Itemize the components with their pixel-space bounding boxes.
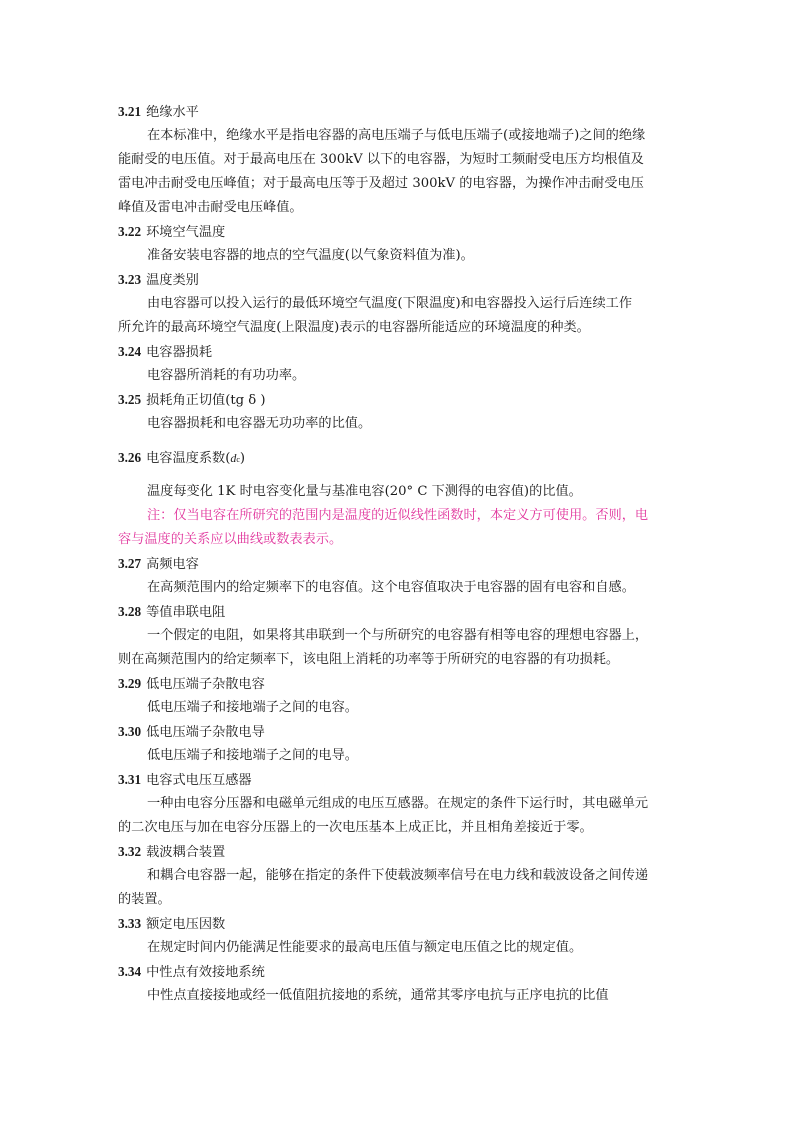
symbol-subscript: c <box>236 455 240 464</box>
title-prefix: 电容温度系数( <box>146 451 231 466</box>
definition-line: 准备安装电容器的地点的空气温度(以气象资料值为准)。 <box>147 248 474 263</box>
section-number: 3.30 <box>118 724 142 739</box>
definition-line: 所允许的最高环境空气温度(上限温度)表示的电容器所能适应的环境温度的种类。 <box>118 320 590 335</box>
section-title <box>146 451 245 466</box>
document-content <box>118 100 678 1008</box>
section-title: 等值串联电阻 <box>146 605 226 620</box>
section-title: 高频电容 <box>146 557 199 572</box>
section-3-32 <box>118 840 678 912</box>
section-number: 3.26 <box>118 450 142 465</box>
section-title: 低电压端子杂散电容 <box>146 677 265 692</box>
definition-line: 温度每变化 1K 时电容变化量与基准电容(20° C 下测得的电容值)的比值。 <box>147 484 582 499</box>
note-line: 注：仅当电容在所研究的范围内是温度的近似线性函数时，本定义方可使用。否则，电 <box>147 508 649 523</box>
section-number: 3.23 <box>118 272 142 287</box>
definition-line: 峰值及雷电冲击耐受电压峰值。 <box>118 200 303 215</box>
definition-line: 在高频范围内的给定频率下的电容值。这个电容值取决于电容器的固有电容和自感。 <box>147 580 635 595</box>
section-heading <box>118 720 678 744</box>
section-number: 3.32 <box>118 844 142 859</box>
section-heading <box>118 100 678 124</box>
section-title: 损耗角正切值(tg δ ) <box>146 393 266 408</box>
definition-line: 在规定时间内仍能满足性能要求的最高电压值与额定电压值之比的规定值。 <box>147 940 583 955</box>
definition-line: 一个假定的电阻，如果将其串联到一个与所研究的电容器有相等电容的理想电容器上， <box>147 628 649 643</box>
section-number: 3.27 <box>118 556 142 571</box>
spacer <box>118 436 678 446</box>
section-3-21 <box>118 100 678 220</box>
definition-line: 的装置。 <box>118 892 171 907</box>
section-3-29 <box>118 672 678 720</box>
section-heading <box>118 960 678 984</box>
section-title: 额定电压因数 <box>146 917 226 932</box>
definition-line: 由电容器可以投入运行的最低环境空气温度(下限温度)和电容器投入运行后连续工作 <box>147 296 633 311</box>
section-title: 电容器损耗 <box>146 345 213 360</box>
section-3-25 <box>118 388 678 436</box>
section-number: 3.25 <box>118 392 142 407</box>
definition-line: 雷电冲击耐受电压峰值；对于最高电压等于及超过 300kV 的电容器，为操作冲击耐受电压 <box>118 176 644 191</box>
section-title: 绝缘水平 <box>146 105 199 120</box>
section-number: 3.22 <box>118 224 142 239</box>
definition-line: 则在高频范围内的给定频率下，该电阻上消耗的功率等于所研究的电容器的有功损耗。 <box>118 652 620 667</box>
note-line: 容与温度的关系应以曲线或数表表示。 <box>118 532 343 547</box>
definition-line: 中性点直接接地或经一低值阻抗接地的系统，通常其零序电抗与正序电抗的比值 <box>147 988 609 1003</box>
title-suffix: ) <box>239 451 246 466</box>
definition-line: 低电压端子和接地端子之间的电容。 <box>147 700 358 715</box>
section-heading <box>118 388 678 412</box>
section-title: 载波耦合装置 <box>146 845 226 860</box>
section-title: 低电压端子杂散电导 <box>146 725 265 740</box>
section-heading <box>118 446 678 470</box>
section-heading <box>118 840 678 864</box>
section-3-26 <box>118 446 678 552</box>
section-heading <box>118 220 678 244</box>
section-3-27 <box>118 552 678 600</box>
section-number: 3.21 <box>118 104 142 119</box>
definition-line: 在本标准中，绝缘水平是指电容器的高电压端子与低电压端子(或接地端子)之间的绝缘 <box>147 128 646 143</box>
section-3-30 <box>118 720 678 768</box>
symbol-base: d <box>230 451 237 465</box>
section-number: 3.28 <box>118 604 142 619</box>
definition-line: 的二次电压与加在电容分压器上的一次电压基本上成正比，并且相角差接近于零。 <box>118 820 593 835</box>
section-3-28 <box>118 600 678 672</box>
section-heading <box>118 552 678 576</box>
section-title: 环境空气温度 <box>146 225 226 240</box>
section-heading <box>118 672 678 696</box>
section-heading <box>118 768 678 792</box>
definition-line: 低电压端子和接地端子之间的电导。 <box>147 748 358 763</box>
section-heading <box>118 340 678 364</box>
section-3-23 <box>118 268 678 340</box>
temperature-coefficient-symbol <box>230 451 240 465</box>
definition-line: 一种由电容分压器和电磁单元组成的电压互感器。在规定的条件下运行时，其电磁单元 <box>147 796 649 811</box>
definition-line: 电容器所消耗的有功功率。 <box>147 368 306 383</box>
section-number: 3.34 <box>118 964 142 979</box>
section-title: 电容式电压互感器 <box>146 773 252 788</box>
section-3-34 <box>118 960 678 1008</box>
section-heading <box>118 912 678 936</box>
definition-line: 和耦合电容器一起，能够在指定的条件下使载波频率信号在电力线和载波设备之间传递 <box>147 868 649 883</box>
section-3-33 <box>118 912 678 960</box>
spacer <box>118 470 678 480</box>
definition-line: 能耐受的电压值。对于最高电压在 300kV 以下的电容器，为短时工频耐受电压方均根值及 <box>118 152 644 167</box>
section-title: 温度类别 <box>146 273 199 288</box>
section-number: 3.24 <box>118 344 142 359</box>
section-number: 3.33 <box>118 916 142 931</box>
section-number: 3.29 <box>118 676 142 691</box>
section-3-24 <box>118 340 678 388</box>
section-heading <box>118 600 678 624</box>
section-number: 3.31 <box>118 772 142 787</box>
section-heading <box>118 268 678 292</box>
definition-line: 电容器损耗和电容器无功功率的比值。 <box>147 416 372 431</box>
section-3-22 <box>118 220 678 268</box>
section-title: 中性点有效接地系统 <box>146 965 265 980</box>
section-3-31 <box>118 768 678 840</box>
